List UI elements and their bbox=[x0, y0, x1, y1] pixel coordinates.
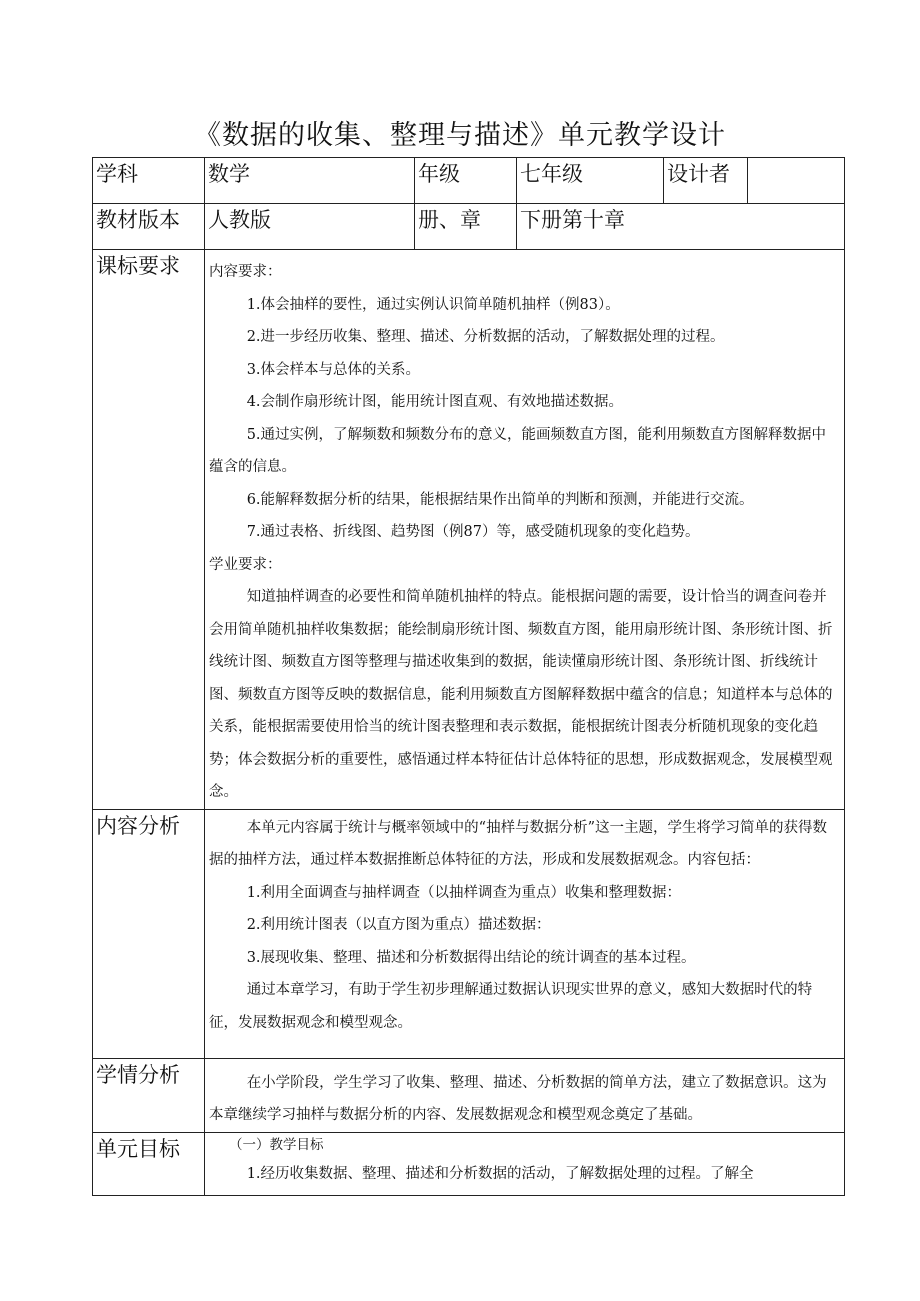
content-heading: 内容要求： bbox=[209, 264, 282, 280]
content-item-3: 3.展现收集、整理、描述和分析数据得出结论的统计调查的基本过程。 bbox=[246, 949, 696, 966]
content-item-1: 1.利用全面调查与抽样调查（以抽样调查为重点）收集和整理数据： bbox=[246, 884, 682, 901]
standard-item-3: 3.体会样本与总体的关系。 bbox=[246, 361, 421, 378]
edition-label: 教材版本 bbox=[93, 204, 205, 250]
standard-item-5: 5.通过实例，了解频数和频数分布的意义，能画频数直方图，能利用频数直方图解释数据中蕴含的信息。 bbox=[209, 426, 827, 475]
subject-label: 学科 bbox=[93, 158, 205, 204]
content-item-2: 2.利用统计图表（以直方图为重点）描述数据： bbox=[246, 917, 551, 933]
grade-label: 年级 bbox=[415, 158, 517, 204]
content-closing: 通过本章学习，有助于学生初步理解通过数据认识现实世界的意义，感知大数据时代的特征，发展数据观念和模型观念。 bbox=[209, 982, 813, 1031]
unit-goals-row bbox=[93, 1132, 845, 1195]
content-analysis-content bbox=[205, 809, 845, 1058]
standards-content bbox=[205, 250, 845, 810]
design-table bbox=[92, 157, 845, 1196]
standard-item-4: 4.会制作扇形统计图，能用统计图直观、有效地描述数据。 bbox=[246, 394, 624, 410]
header-row-2 bbox=[93, 204, 845, 250]
grade-value: 七年级 bbox=[517, 158, 664, 204]
edition-value: 人教版 bbox=[205, 204, 415, 250]
unit-goals-content bbox=[205, 1132, 845, 1195]
learner-analysis-row bbox=[93, 1058, 845, 1132]
learner-text: 在小学阶段，学生学习了收集、整理、描述、分析数据的简单方法，建立了数据意识。这为本章继续学习抽样与数据分析的内容、发展数据观念和模型观念奠定了基础。 bbox=[209, 1074, 827, 1123]
standard-item-6: 6.能解释数据分析的结果，能根据结果作出简单的判断和预测，并能进行交流。 bbox=[246, 491, 754, 508]
header-row-1 bbox=[93, 158, 845, 204]
standards-label: 课标要求 bbox=[93, 250, 205, 810]
designer-label: 设计者 bbox=[664, 158, 748, 204]
standards-row bbox=[93, 250, 845, 810]
goals-item-1: 1.经历收集数据、整理、描述和分析数据的活动，了解数据处理的过程。了解全 bbox=[246, 1165, 754, 1182]
volume-value: 下册第十章 bbox=[517, 204, 845, 250]
designer-value bbox=[748, 158, 845, 204]
goals-sub-heading: （一）教学目标 bbox=[229, 1136, 324, 1153]
standard-item-1: 1.体会抽样的要性，通过实例认识简单随机抽样（例83）。 bbox=[246, 296, 620, 313]
learner-analysis-label: 学情分析 bbox=[93, 1058, 205, 1132]
standard-item-7: 7.通过表格、折线图、趋势图（例87）等，感受随机现象的变化趋势。 bbox=[246, 524, 700, 540]
learner-analysis-content bbox=[205, 1058, 845, 1132]
standard-item-2: 2.进一步经历收集、整理、描述、分析数据的活动，了解数据处理的过程。 bbox=[246, 329, 725, 345]
subject-value: 数学 bbox=[205, 158, 415, 204]
academic-text: 知道抽样调查的必要性和简单随机抽样的特点。能根据问题的需要，设计恰当的调查问卷并会用简单随机抽样收集数据；能绘制扇形统计图、频数直方图，能用扇形统计图、条形统计图、折线统计图、频数直方图等整理与描述收集到的数据，能读懂扇形统计图、条形统计图、折线统计图、频数直方图等反映的数据信息，能利用频数直方图解释数据中蕴含的信息；知道样本与总体的关系，能根据需要使用恰当的统计图表整理和表示数据，能根据统计图表分析随机现象的变化趋势；体会数据分析的重要性，感悟通过样本特征估计总体特征的思想，形成数据观念，发展模型观念。 bbox=[209, 589, 833, 800]
academic-heading: 学业要求： bbox=[209, 556, 282, 573]
content-intro: 本单元内容属于统计与概率领域中的“抽样与数据分析”这一主题，学生将学习简单的获得数据的抽样方法，通过样本数据推断总体特征的方法，形成和发展数据观念。内容包括： bbox=[209, 819, 828, 868]
unit-goals-label: 单元目标 bbox=[93, 1132, 205, 1195]
content-analysis-label: 内容分析 bbox=[93, 809, 205, 1058]
page-title: 《数据的收集、整理与描述》单元教学设计 bbox=[194, 120, 726, 151]
content-analysis-row bbox=[93, 809, 845, 1058]
volume-label: 册、章 bbox=[415, 204, 517, 250]
